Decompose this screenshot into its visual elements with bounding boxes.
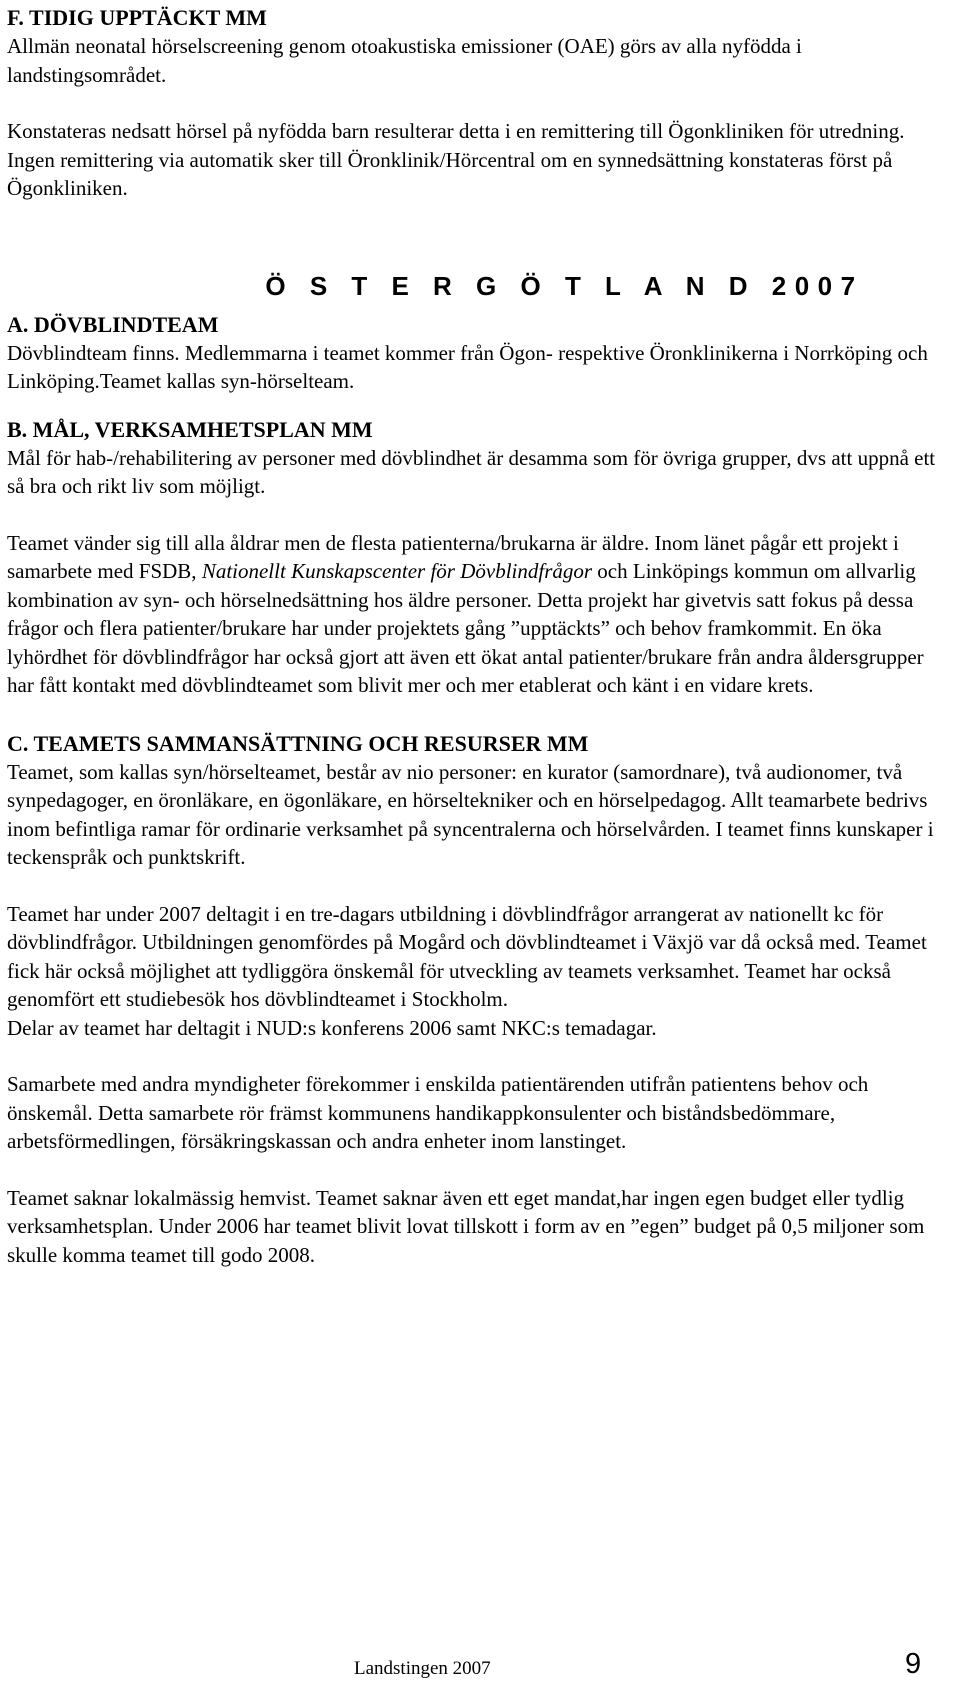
section-c-paragraph-1: Teamet, som kallas syn/hörselteamet, består av nio personer: en kurator (samordnare), två audionomer, två synpedagoger, en öronläkare, en ögonläkare, en hörseltekniker och en hörselpedagog. Allt teamarbete bedrivs inom befintliga ramar för ordinarie verksamhet på syncentralerna och hörselvården. I teamet finns kunskaper i teckenspråk och punktskrift. — [7, 759, 934, 869]
document-page — [7, 0, 952, 1269]
section-a-heading: A. DÖVBLINDTEAM — [7, 311, 219, 337]
section-c-paragraph-2: Teamet har under 2007 deltagit i en tre-dagars utbildning i dövblindfrågor arrangerat av nationellt kc för dövblindfrågor. Utbildningen genomfördes på Mogård och dövblindteamet i Växjö var då också med. Teamet fick här också möjlighet att tydliggöra önskemål för utveckling av teamets verksamhet. Teamet har också genomfört ett studiebesök hos dövblindteamet i Stockholm. — [7, 901, 927, 1011]
section-c-paragraph-4: Samarbete med andra myndigheter förekommer i enskilda patientärenden utifrån patientens behov och önskemål. Detta samarbete rör främst kommunens handikappkonsulenter och biståndsbedömmare, arbetsförmedlingen, försäkringskassan och andra enheter inom lanstinget. — [7, 1072, 869, 1153]
page-number: 9 — [905, 1648, 922, 1680]
section-c-heading: C. TEAMETS SAMMANSÄTTNING OCH RESURSER MM — [7, 730, 589, 756]
page-footer — [0, 1640, 960, 1694]
section-b-p2-italic: Nationellt Kunskapscenter för Dövblindfrågor — [201, 559, 593, 583]
section-c-paragraph-5: Teamet saknar lokalmässig hemvist. Teamet saknar även ett eget mandat,har ingen egen budget eller tydlig verksamhetsplan. Under 2006 har teamet blivit lovat tillskott i form av en ”egen” budget på 0,5 miljoner som skulle komma teamet till godo 2008. — [7, 1185, 925, 1267]
section-b-paragraph-2 — [7, 529, 952, 700]
footer-label: Landstingen 2007 — [354, 1658, 491, 1679]
section-f-paragraph-2: Konstateras nedsatt hörsel på nyfödda barn resulterar detta i en remittering till Ögonkliniken för utredning. Ingen remittering via automatik sker till Öronklinik/Hörcentral om en synnedsättning konstateras först på Ögonkliniken. — [7, 119, 905, 200]
section-b-paragraph-1: Mål för hab-/rehabilitering av personer med dövblindhet är desamma som för övriga grupper, dvs att uppnå ett så bra och rikt liv som möjligt. — [7, 445, 936, 498]
section-f-paragraph-1: Allmän neonatal hörselscreening genom otoakustiska emissioner (OAE) görs av alla nyfödda i landstingsområdet. — [7, 34, 802, 87]
region-title: Ö S T E R G Ö T L A N D 2007 — [265, 270, 864, 301]
section-b-heading: B. MÅL, VERKSAMHETSPLAN MM — [7, 416, 373, 442]
section-b-p2-part1: Teamet vänder sig till alla åldrar men de flesta patienterna/brukarna är äldre. Inom länet pågår ett projekt i samarbete med FSDB, — [7, 530, 899, 583]
section-b-p2-part2: och Linköpings kommun om allvarlig kombination av syn- och hörselnedsättning hos äldre personer. Detta projekt har givetvis satt fokus på dessa frågor och flera patienter/brukare har under projektets gång ”upptäckts” och behov framkommit. En öka lyhördhet för dövblindfrågor har också gjort att även ett ökat antal patienter/brukare från andra åldersgrupper har fått kontakt med dövblindteamet som blivit mer och mer etablerat och känt i en vidare krets. — [7, 559, 924, 697]
section-f-heading: F. TIDIG UPPTÄCKT MM — [7, 5, 267, 30]
section-a-paragraph-1: Dövblindteam finns. Medlemmarna i teamet kommer från Ögon- respektive Öronklinikerna i Norrköping och Linköping.Teamet kallas syn-hörselteam. — [7, 340, 928, 393]
section-c-paragraph-3: Delar av teamet har deltagit i NUD:s konferens 2006 samt NKC:s temadagar. — [7, 1015, 657, 1040]
